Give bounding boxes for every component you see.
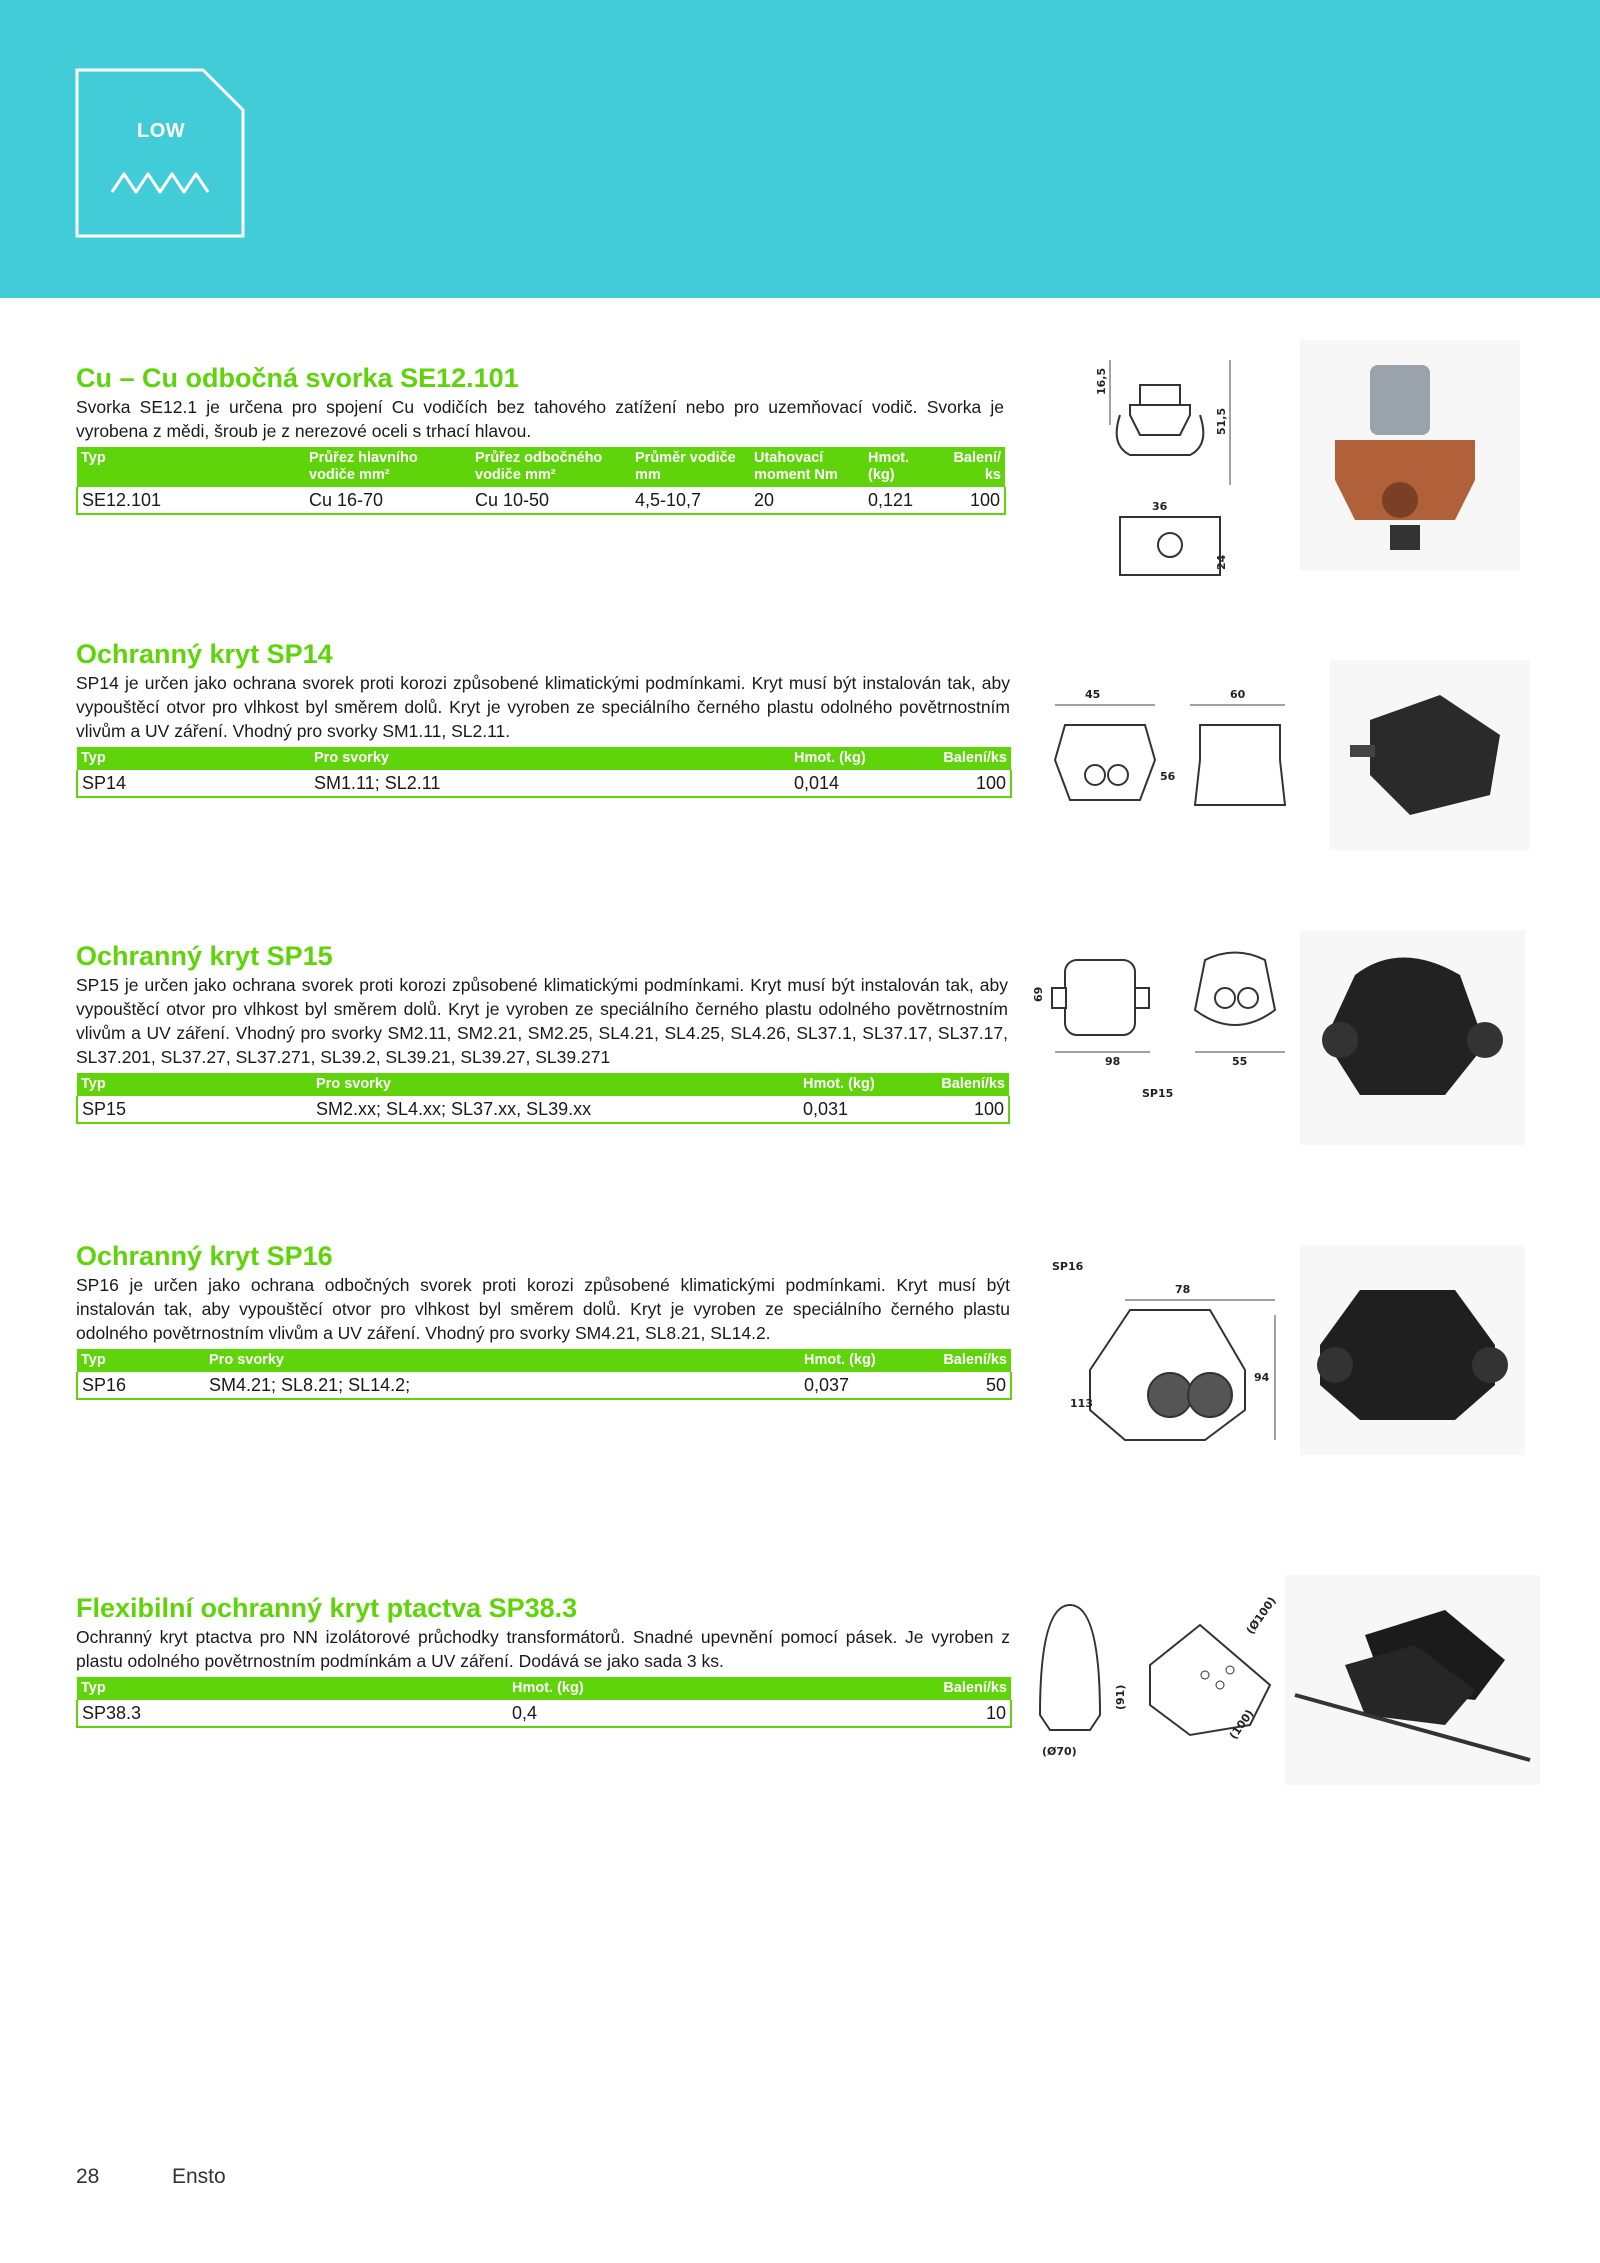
table-cell: 20 [750,487,864,514]
table-cell: 0,4 [508,1700,926,1727]
table-header-row [77,747,1011,770]
figure-label: SP16 [1052,1260,1084,1273]
col-header: Balení/ks [926,747,1011,770]
page-number: 28 [76,2165,100,2188]
table-cell: SM1.11; SL2.11 [310,770,790,797]
sp14-technical-drawing [1050,680,1290,830]
dim-label: (Ø100) [1243,1595,1279,1637]
table-header-row [77,447,1005,487]
section-title: Ochranný kryt SP16 [76,1241,333,1271]
wave-icon [110,168,210,198]
footer-brand: Ensto [172,2165,226,2188]
table-cell: 100 [929,1096,1009,1123]
dim-label: 55 [1232,1055,1248,1068]
col-header: Hmot. (kg) [864,447,938,487]
sp38-3-product-photo [1285,1575,1540,1785]
col-header: Typ [77,1677,508,1700]
section-description: SP15 je určen jako ochrana svorek proti korozi způsobené klimatickými podmínkami. Kryt musí být instalován tak, aby vypouštěcí otvor pro vlhkost byl směrem dolů. Kryt je vyroben ze speciálního černého plastu odolného povětrnostním vlivům a UV záření. Vhodný pro svorky SM2.11, SM2.21, SM2.25, SL4.21, SL4.25, SL4.26, SL37.1, SL37.17, SL37.17, SL37.201, SL37.27, SL37.271, SL39.2, SL39.21, SL39.27, SL39.271 [76,975,1008,1067]
table-row [77,487,1005,514]
col-header: Průměr vodiče mm [631,447,750,487]
spec-table [76,747,1012,798]
table-cell: 100 [926,770,1011,797]
col-header: Balení/ks [926,1677,1011,1700]
col-header: Hmot. (kg) [790,747,926,770]
table-cell: SE12.101 [77,487,305,514]
col-header: Pro svorky [310,747,790,770]
table-cell: SP16 [77,1372,205,1399]
section-sp16 [76,1240,1010,1400]
col-header: Hmot. (kg) [800,1349,926,1372]
dim-label: 94 [1254,1371,1270,1384]
table-cell: 0,037 [800,1372,926,1399]
dim-label: 24 [1215,554,1228,570]
col-header: Pro svorky [205,1349,800,1372]
dim-label: 78 [1175,1283,1191,1296]
table-cell: Cu 16-70 [305,487,471,514]
section-title: Cu – Cu odbočná svorka SE12.101 [76,363,519,393]
sp16-product-photo [1300,1245,1525,1455]
table-cell: 0,014 [790,770,926,797]
section-description: SP14 je určen jako ochrana svorek proti korozi způsobené klimatickými podmínkami. Kryt musí být instalován tak, aby vypouštěcí otvor pro vlhkost byl směrem dolů. Kryt je vyroben ze speciálního černého plastu odolného povětrnostním vlivům a UV záření. Vhodný pro svorky SM1.11, SL2.11. [76,673,1010,741]
section-description: Svorka SE12.1 je určena pro spojení Cu vodičích bez tahového zatížení nebo pro uzemňovací vodič. Svorka je vyrobena z mědi, šroub je z nerezové oceli s trhací hlavou. [76,397,1004,441]
spec-table [76,1349,1012,1400]
table-cell: SP14 [77,770,310,797]
dim-label: (100) [1226,1707,1257,1742]
col-header: Typ [77,747,310,770]
table-cell: SM4.21; SL8.21; SL14.2; [205,1372,800,1399]
sp38-3-technical-drawing [1030,1595,1290,1765]
dim-label: 51,5 [1215,407,1228,435]
table-cell: 50 [926,1372,1011,1399]
dim-label: (91) [1114,1684,1127,1710]
section-description: SP16 je určen jako ochrana odbočných svorek proti korozi způsobené klimatickými podmínkami. Kryt musí být instalován tak, aby vypouštěcí otvor pro vlhkost byl směrem dolů. Kryt je vyroben ze speciálního černého plastu odolného povětrnostním vlivům a UV záření. Vhodný pro svorky SM4.21, SL8.21, SL14.2. [76,1275,1010,1343]
section-title: Ochranný kryt SP14 [76,639,333,669]
table-cell: SM2.xx; SL4.xx; SL37.xx, SL39.xx [312,1096,799,1123]
spec-table [76,1677,1012,1728]
sp15-product-photo [1300,930,1525,1145]
sp16-technical-drawing [1040,1255,1290,1455]
dim-label: 45 [1085,688,1101,701]
section-title: Ochranný kryt SP15 [76,941,333,971]
col-header: Balení/ks [929,1073,1009,1096]
dim-label: (Ø70) [1042,1745,1077,1758]
section-sp15 [76,940,1008,1124]
table-cell: 4,5-10,7 [631,487,750,514]
col-header: Balení/ ks [938,447,1005,487]
section-se12-101 [76,362,1004,515]
dim-label: 36 [1152,500,1168,513]
table-cell: 10 [926,1700,1011,1727]
table-header-row [77,1677,1011,1700]
table-cell: SP15 [77,1096,312,1123]
table-header-row [77,1349,1011,1372]
section-sp38-3 [76,1592,1010,1728]
table-row [77,1372,1011,1399]
spec-table [76,447,1006,515]
col-header: Hmot. (kg) [508,1677,926,1700]
col-header: Pro svorky [312,1073,799,1096]
low-voltage-badge [75,68,245,238]
col-header: Typ [77,1073,312,1096]
col-header: Utahovací moment Nm [750,447,864,487]
section-sp14 [76,638,1010,798]
section-title: Flexibilní ochranný kryt ptactva SP38.3 [76,1593,578,1623]
table-cell: 0,121 [864,487,938,514]
badge-label: LOW [137,120,186,142]
table-cell: SP38.3 [77,1700,508,1727]
col-header: Balení/ks [926,1349,1011,1372]
dim-label: 98 [1105,1055,1121,1068]
dim-label: 69 [1032,986,1045,1002]
section-description: Ochranný kryt ptactva pro NN izolátorové průchodky transformátorů. Snadné upevnění pomocí pásek. Je vyroben z plastu odolného povětrnostním podmínkám a UV záření. Dodává se jako sada 3 ks. [76,1627,1010,1671]
col-header: Průřez hlavního vodiče mm² [305,447,471,487]
se12-technical-drawing [1080,345,1260,605]
table-header-row [77,1073,1009,1096]
table-cell: 100 [938,487,1005,514]
dim-label: 113 [1070,1397,1093,1410]
col-header: Hmot. (kg) [799,1073,929,1096]
col-header: Typ [77,447,305,487]
dim-label: 60 [1230,688,1246,701]
spec-table [76,1073,1010,1124]
table-cell: Cu 10-50 [471,487,631,514]
table-row [77,1700,1011,1727]
figure-label: SP15 [1142,1087,1174,1100]
dim-label: 16,5 [1095,367,1108,395]
table-cell: 0,031 [799,1096,929,1123]
col-header: Průřez odbočného vodiče mm² [471,447,631,487]
se12-product-photo [1300,340,1520,570]
header-band [0,0,1600,298]
sp14-product-photo [1330,660,1530,850]
col-header: Typ [77,1349,205,1372]
dim-label: 56 [1160,770,1176,783]
table-row [77,770,1011,797]
table-row [77,1096,1009,1123]
sp15-technical-drawing [1030,940,1290,1110]
